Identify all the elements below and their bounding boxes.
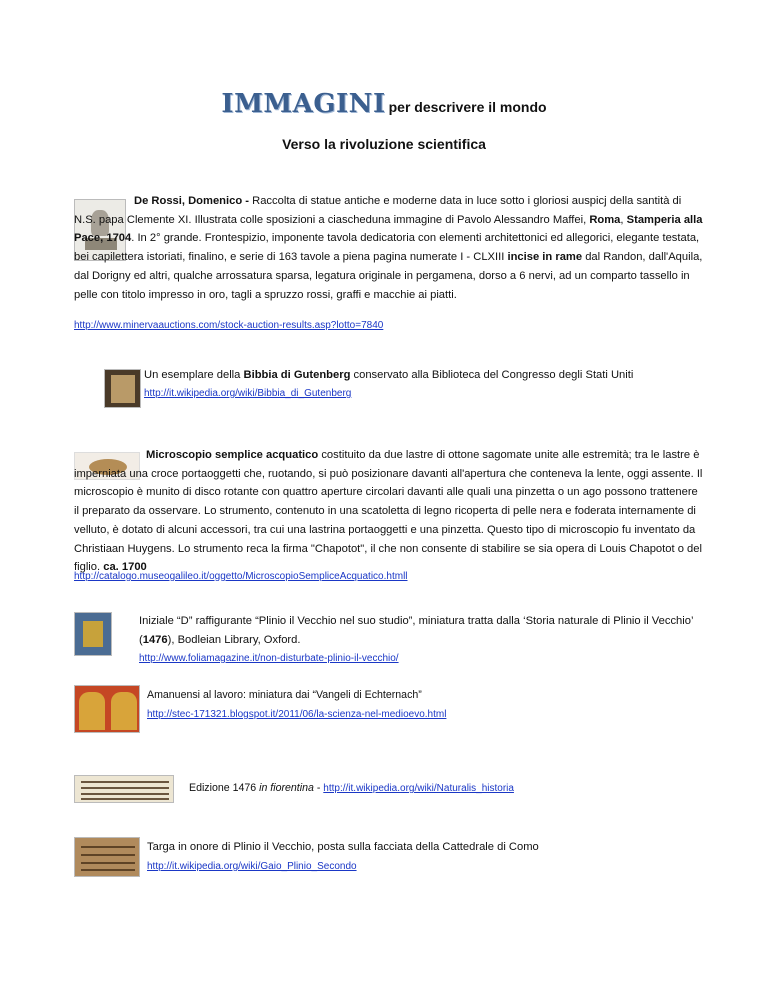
entry-text-part: . In 2° grande. Frontespizio, imponente tavola dedicatoria con elementi architettonici ed allegorici, elegante testata, bei capilettera istoriati, finalino, e serie di 163 tavole a piena pagina numerate I - CLXIII [74,232,700,264]
entry-text-part: ca. 1700 [103,561,147,574]
entry-link[interactable]: http://it.wikipedia.org/wiki/Naturalis_historia [323,783,514,794]
entry-echternach [147,686,707,705]
entry-text-part: Un esemplare della [144,369,244,381]
echternach-thumbnail [74,685,140,733]
entry-link[interactable]: http://catalogo.museogalileo.it/oggetto/MicroscopioSempliceAcquatico.htmll [74,571,408,582]
page-subtitle: Verso la rivoluzione scientifica [282,136,486,152]
entry-plaque-link-row [147,857,357,877]
entry-text-part: De Rossi, Domenico - [134,195,253,207]
entry-text-part: - [313,782,324,794]
entry-text-part: , [620,213,627,226]
entry-text-part: Iniziale “D” raffigurante “Plinio il Vecchio nel suo studio”, miniatura tratta dalla ‘Storia naturale di Plinio il Vecchio’ ( [139,615,694,646]
entry-link[interactable]: http://www.minervaauctions.com/stock-auction-results.asp?lotto=7840 [74,320,384,331]
entry-link[interactable]: http://www.foliamagazine.it/non-disturbate-plinio-il-vecchio/ [139,653,399,664]
entry-text-part: Microscopio semplice acquatico [146,449,319,461]
entry-text-part: dal Randon, dall'Aquila, dal Dorigny ed altri, qualche arrossatura sparsa, legatura originale in pergamena, dorso a 6 nervi, ad un comparto tassello in pelle con titolo impresso in oro, tagli a spruzzo rossi, graffi e macchie ai piatti. [74,251,703,301]
entry-echternach-link-row [147,705,446,725]
entry-link[interactable]: http://it.wikipedia.org/wiki/Bibbia_di_Gutenberg [144,388,352,399]
entry-gutenberg-link-row [144,384,351,404]
entry-edizione-1476-text [189,782,323,794]
entry-text-part: Stamperia alla Pace, 1704 [74,213,703,245]
entry-text-part: Bibbia di Gutenberg [243,369,351,381]
entry-text-part: 1476 [142,633,168,646]
entry-text-part: Raccolta di statue antiche e moderne data in luce sotto i gloriosi auspicj della santità di N.S. papa Clemente XI. Illustrata colle sposizioni a ciascheduna immagine di Pavolo Alessandro Maffei, [74,195,682,226]
entry-text-part: incise in rame [507,251,583,264]
entry-text-part: Targa in onore di Plinio il Vecchio, posta sulla facciata della Cattedrale di Como [147,841,539,853]
entry-text-part: ), Bodleian Library, Oxford. [167,633,301,646]
entry-de-rossi-link-row [74,316,383,336]
entry-text-part: costituito da due lastre di ottone sagomate unite alle estremità; tra le lastre è imperniata una croce portaoggetti che, ruotando, si può posizionare davanti all'apertura che conteneva la lente, oggi assente. Il microscopio è munito di disco rotante con quattro aperture circolari davanti alle quali una pinzetta o un ago possono trattenere il preparato da osservare. Lo strumento, contenuto in una scatoletta di legno ricoperta di pelle nera e foderata internamente di velluto, è dotato di alcuni accessori, tra cui una lastrina portaoggetti e una pinzetta. Questo tipo di microscopio fu inventato da Christiaan Huygens. Lo strumento reca la firma "Chapotot", il che non consente di stabilire se sia opera di Louis Chapotot o del figlio. [74,449,703,574]
entry-plaque [147,838,707,857]
entry-text-part: in fiorentina [259,782,314,794]
entry-text-part: conservato alla Biblioteca del Congresso degli Stati Uniti [350,369,634,381]
entry-text-part: Amanuensi al lavoro: miniatura dai “Vangeli di Echternach” [147,689,422,701]
edizione-1476-thumbnail [74,775,174,803]
entry-gutenberg [144,366,724,385]
entry-de-rossi [74,192,704,304]
page-title [0,89,768,119]
entry-microscope [74,446,704,577]
page-title-rest: per descrivere il mondo [388,99,547,115]
pliny-initial-thumbnail [74,612,112,656]
entry-link[interactable]: http://it.wikipedia.org/wiki/Gaio_Plinio_Secondo [147,861,357,872]
gutenberg-bible-thumbnail [104,369,141,408]
entry-link[interactable]: http://stec-171321.blogspot.it/2011/06/la-scienza-nel-medioevo.html [147,709,447,720]
entry-pliny-miniature-link-row [139,649,399,669]
plaque-thumbnail [74,837,140,877]
page-title-logo: IMMAGINI [221,89,386,119]
entry-microscope-link-row [74,567,408,587]
entry-text-part: Roma [589,213,621,226]
entry-text-part: Edizione 1476 [189,782,260,794]
entry-edizione-1476 [189,779,749,799]
entry-pliny-miniature [139,612,699,649]
